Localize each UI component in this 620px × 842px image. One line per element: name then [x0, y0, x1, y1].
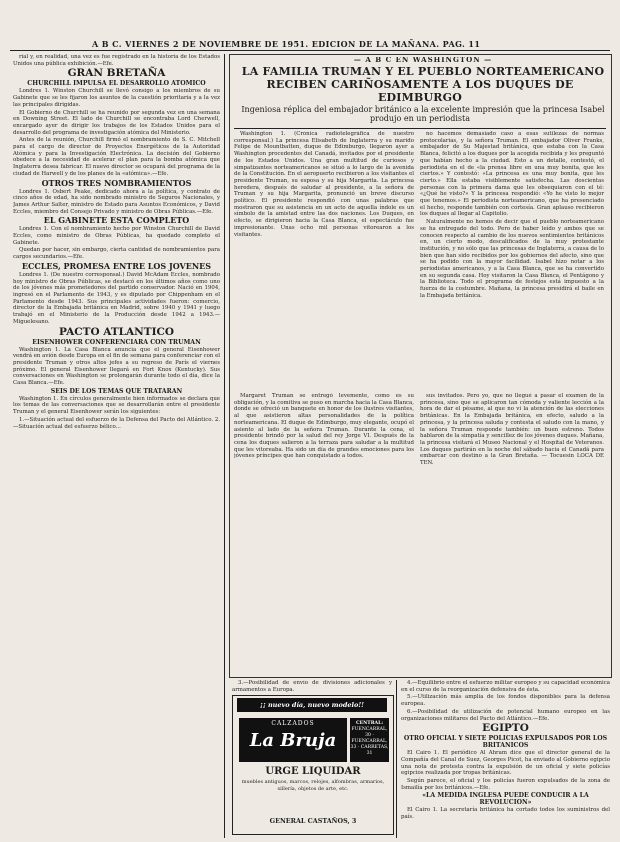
- gb-paragraph: Londres 1. Winston Churchill se llevó consigo a los miembros de su Gabinete que se les fijaron los asuntos de la cuestión prioritaria y a la vez las principales dirigidas.: [13, 88, 220, 108]
- feature-rule: [234, 128, 606, 129]
- egipto-headline: EGIPTO: [482, 722, 529, 735]
- pacto-headline: PACTO ATLANTICO: [59, 325, 174, 338]
- ad-body: muebles antiguos, marcos, relojes, alfombras, armarios, sillería, objetos de arte, etc.: [241, 779, 385, 792]
- feature-paragraph: no hacemos demasiado caso a esas sutilezas de normas protocolarias, y la señora Truman. El embajador Oliver Franks, embajador de Su Majestad británica, que estaba con la Casa Blanca, felicitó a los duques por la acogida recibida y les preguntó que habían hecho a la ciudad. Esto a un detalle, contestó, el periodista en el de «la prensa libre en una muy bonita, que les ciertos.» Y contestó: «La princesa es una muy bonita, que les cierto.» Ella estaba visiblemente satisfecha. Las doscientas personas con la primera dama que les obsequiaron con el té: «¿Qué he visto?» Y la princesa respondió: «Yo he visto lo mejor que tenemos.» El periodista norteamericano, que ha presenciado el hecho, responde también con cortesía. Gran aplauso recibieron los duques al llegar al Capitolio.: [420, 131, 604, 218]
- ad-address-lines: FUENCARRAL, 30 · FUENCARRAL, 33 · CARRETAS, 31: [350, 727, 389, 756]
- temas-headline: SEIS DE LOS TEMAS QUE TRATARAN: [50, 387, 183, 395]
- lower-mid-paragraph: 3.—Posibilidad de envío de divisiones adicionales y armamentos a Europa.: [232, 680, 392, 693]
- feature-col-5: [420, 393, 604, 673]
- egipto-subheadline: OTRO OFICIAL Y SIETE POLICIAS EXPULSADOS POR LOS BRITANICOS: [403, 735, 608, 750]
- lower-right-paragraph: 5.—Utilización más amplia de los fondos disponibles para la defensa europea.: [401, 694, 610, 708]
- feature-title: LA FAMILIA TRUMAN Y EL PUEBLO NORTEAMERICANO RECIBEN CARIÑOSAMENTE A LOS DUQUES DE EDIMBURGO: [241, 64, 605, 104]
- eccles-paragraph: Londres 1. (De nuestro corresponsal.) David McAdam Eccles, nombrado hoy ministro de Obras Públicas, se destacó en los últimos años como uno de los jóvenes más prometedores del partido conservador. Nació en 1904, ingresó en el Parlamento de 1943, y es diputado por Chippenham en el Parlamento desde 1943. Sus principales actividades fueron: comercio, director de la Embajada británica en Madrid, sobre 1940 y 1941 y luego trabajó en el Ministerio de la Producción desde 1942 a 1943.—Miguelesano.: [13, 271, 220, 325]
- nominations-headline: OTROS TRES NOMBRAMIENTOS: [41, 177, 192, 188]
- nominations-paragraph: Londres 1. Osbert Peake, dedicado ahora a la política, y contrato de cinco años de edad, ha sido nombrado ministro de Seguros Nacionales, y James Arthur Salter, ministro de Estado para Asuntos Económicos, y David Eccles, miembro del Consejo Privado y ministro de Obras Públicas.—Efe.: [13, 188, 220, 215]
- feature-col-4: [234, 393, 414, 673]
- gb-subheadline: CHURCHILL IMPULSA EL DESARROLLO ATOMICO: [27, 80, 206, 88]
- pacto-paragraph: Washington 1. La Casa Blanca anuncia que el general Eisenhower vendrá en avión desde Europa en el fin de semana para conferenciar con el presidente Truman y otros altos jefes a su regreso de París el viernes próximo. El general Eisenhower llegará en Fort Knox (Kentucky). Sus conversaciones en Washington se prolongarán durante todo el día, dice la Casa Blanca.—Efe.: [13, 346, 220, 387]
- feature-col-2: [420, 131, 604, 391]
- cabinet-headline: EL GABINETE ESTA COMPLETO: [43, 215, 190, 226]
- cabinet-paragraph: Londres 1. Con el nombramiento hecho por Winston Churchill de David Eccles, como ministro de Obras Públicas, ha quedado completo el Gabinete.: [13, 226, 220, 246]
- left-column: [13, 54, 220, 838]
- eccles-headline: ECCLES, PROMESA ENTRE LOS JOVENES: [21, 260, 212, 271]
- pacto-subheadline: EISENHOWER CONFERENCIARA CON TRUMAN: [32, 338, 201, 346]
- ad-brand-name: La Bruja: [249, 730, 337, 751]
- gb-paragraph: El Gobierno de Churchill se ha reunido por segunda vez en una semana en Downing Street. El lado de Churchill se encontraba Lord Cherwell, encargado ayer de dirigir los trabajos de los Estados Unidos para el desarrollo del programa de investigación atómica del Ministerio.: [13, 109, 220, 136]
- gb-headline: GRAN BRETAÑA: [67, 67, 166, 80]
- temas-paragraph: 1.—Situación actual del esfuerzo de la Defensa del Pacto del Atlántico. 2.—Situación actual del esfuerzo bélico...: [13, 416, 220, 430]
- medida-headline: «LA MEDIDA INGLESA PUEDE CONDUCIR A LA REVOLUCION»: [422, 792, 589, 807]
- advertisement: [232, 695, 394, 835]
- feature-paragraph: Margaret Truman se entregó levemente, como es su obligación, y la comitiva se puso en marcha hacia la Casa Blanca, donde se ofreció un banquete en honor de los ilustres visitantes, al que asistieron altas personalidades de la política norteamericana. El duque de Edimburgo, muy elegante, ocupó el asiento al lado de la señora Truman. Durante la cena, el presidente brindó por la salud del rey Jorge VI. Después de la cena los duques salieron a la terraza para saludar a la multitud que les vitoreaba. Ha sido un día de grandes emociones para los jóvenes príncipes que han conquistado a todos.: [234, 393, 414, 460]
- medida-paragraph: El Cairo 1. La secretaría británica ha cortado todos los suministros del país.: [401, 807, 610, 821]
- lower-right-paragraph: 6.—Posibilidad de utilización de potencial humano europeo en las organizaciones militares del Pacto del Atlántico.—Efe.: [401, 708, 610, 722]
- feature-paragraph: Naturalmente no hemos de decir que el pueblo norteamericano se ha entregado del todo. Pero de haber leído y ambos que se conocen respecto al cambio de los nuevos sentimientos británicos en, un cierto modo, descalificados de la muy protestante institución, y no sólo que las princesas de Inglaterra, a causa de lo bien que han sido recibidos por los gobiernos del afecto, sino que se ha podido con la mayor facilidad. Isabel hizo notar a los periodistas americanos, y a la Casa Blanca, que se ha convertido en su segunda casa. Hoy visitaron la Casa Blanca, el Pentágono y la Biblioteca. Todo el programa de festejos está impuesto a la fuerza de la costumbre. Mañana, la princesa presidirá el baile en la Embajada británica.: [420, 219, 604, 299]
- feature-label: — A B C EN WASHINGTON —: [353, 57, 493, 64]
- feature-subtitle: Ingeniosa réplica del embajador británico a la excelente impresión que la princesa Isabel produjo en un periodista: [241, 104, 605, 124]
- lower-mid-text: [232, 680, 392, 694]
- feature-header: [234, 57, 606, 127]
- feature-paragraph: Washington 1. (Crónica radiotelegráfica de nuestro corresponsal.) La princesa Elisabeth de Inglaterra y su marido Felipe de Mountbatten, duque de Edimburgo, llegaron ayer a Washington procedentes del Canadá, invitados por el presidente de los Estados Unidos. Una gran multitud de curiosos y simpatizantes norteamericanos se situó a lo largo de la avenida de la Constitución. En el aeropuerto recibieron a los visitantes el presidente Truman, su esposa y su hija Margarita. La princesa heredera, después de saludar al presidente, a la señora de Truman y su hija Margarita, pronunció un breve discurso político. El presidente respondió con unas palabras que mostraron que su asistencia en un acto de aquella índole es un símbolo de la amistad entre las dos naciones. Los Duques, en efecto, se dirigieron hacia la Casa Blanca, el espectáculo fue impresionante. Unas ocho mil personas vitorearon a los visitantes.: [234, 131, 414, 238]
- feature-col-1: [234, 131, 414, 391]
- lower-mid-paragraph: 4.—Equilibrio entre el esfuerzo militar europeo y su capacidad económica en el curso de la reorganización defensiva de ésta.: [401, 680, 610, 693]
- ad-address: [350, 718, 389, 762]
- ad-urge-headline: URGE LIQUIDAR: [265, 766, 361, 777]
- column-divider: [396, 680, 397, 838]
- column-divider: [224, 54, 225, 838]
- egipto-paragraph: Según parece, el oficial y los policías fueron expulsados de la zona de Ismailía por los británicos.—Efe.: [401, 778, 610, 791]
- temas-paragraph: Washington 1. En círculos generalmente bien informados se declara que los temas de las conversaciones que se desarrollarán entre el presidente Truman y el general Eisenhower serán los siguientes:: [13, 395, 220, 416]
- feature-paragraph: sus invitados. Pero yo, que no llegué a pasar el examen de la princesa, sino que se aplicaron tan cómoda y valiente lección a la hora de dar el pésame, al que no vi la atención de las elecciones británicas. En la Embajada británica, en efecto, saludo a la princesa, y la princesa saluda y contesta el saludo con la mano, y la señora Truman responde también: un buen estreno. Todos hablaron de la simpatía y sencillez de los jóvenes duques. Mañana, la princesa visitará el Museo Nacional y el Hospital de Veteranos. Los duques partirán en la noche del sábado hacia el Canadá para embarcar con destino a la Gran Bretaña. — Tocuesin LOCA DE TEN.: [420, 393, 604, 467]
- ad-brand: [239, 718, 347, 762]
- cabinet-paragraph: Quedan por hacer, sin embargo, cierta cantidad de nombramientos para cargos secundarios.—Efe.: [13, 247, 220, 261]
- gb-paragraph: Antes de la reunión, Churchill firmó el nombramiento de S. C. Mitchell para el cargo de director de Proyectos Energéticos de la Autoridad Atómica y para la Investigación Electrónica. La decisión del Gobierno obedece a la necesidad de acelerar el plan para la bomba atómica que Inglaterra desea fabricar. El nuevo director se ocupará del programa de la ciudad de Harwell y de los planes de la «atómica».—Efe.: [13, 137, 220, 177]
- masthead: A B C. VIERNES 2 DE NOVIEMBRE DE 1951. EDICION DE LA MAÑANA. PAG. 11: [92, 39, 481, 49]
- ad-footer: GENERAL CASTAÑOS, 3: [269, 817, 357, 825]
- masthead-rule: [10, 50, 610, 51]
- lower-right-column: [401, 680, 610, 838]
- egipto-paragraph: El Cairo 1. El periódico Al Ahram dice que el director general de la Compañía del Canal de Suez, Georges Picot, ha enviado al Gobierno egipcio una nota de protesta contra la expulsión de un oficial y siete policías egipcios realizada por tropas británicas.: [401, 750, 610, 777]
- ad-brand-top: CALZADOS: [271, 720, 315, 727]
- ad-banner: ¡¡ nuevo día, nuevo modelo!!: [237, 698, 387, 712]
- intro-text: rial y, en realidad, una vez es fue registrado en la historia de los Estados Unidos una pública exhibición.—Efe.: [13, 54, 220, 67]
- ad-address-label: CENTRAL:: [355, 721, 384, 726]
